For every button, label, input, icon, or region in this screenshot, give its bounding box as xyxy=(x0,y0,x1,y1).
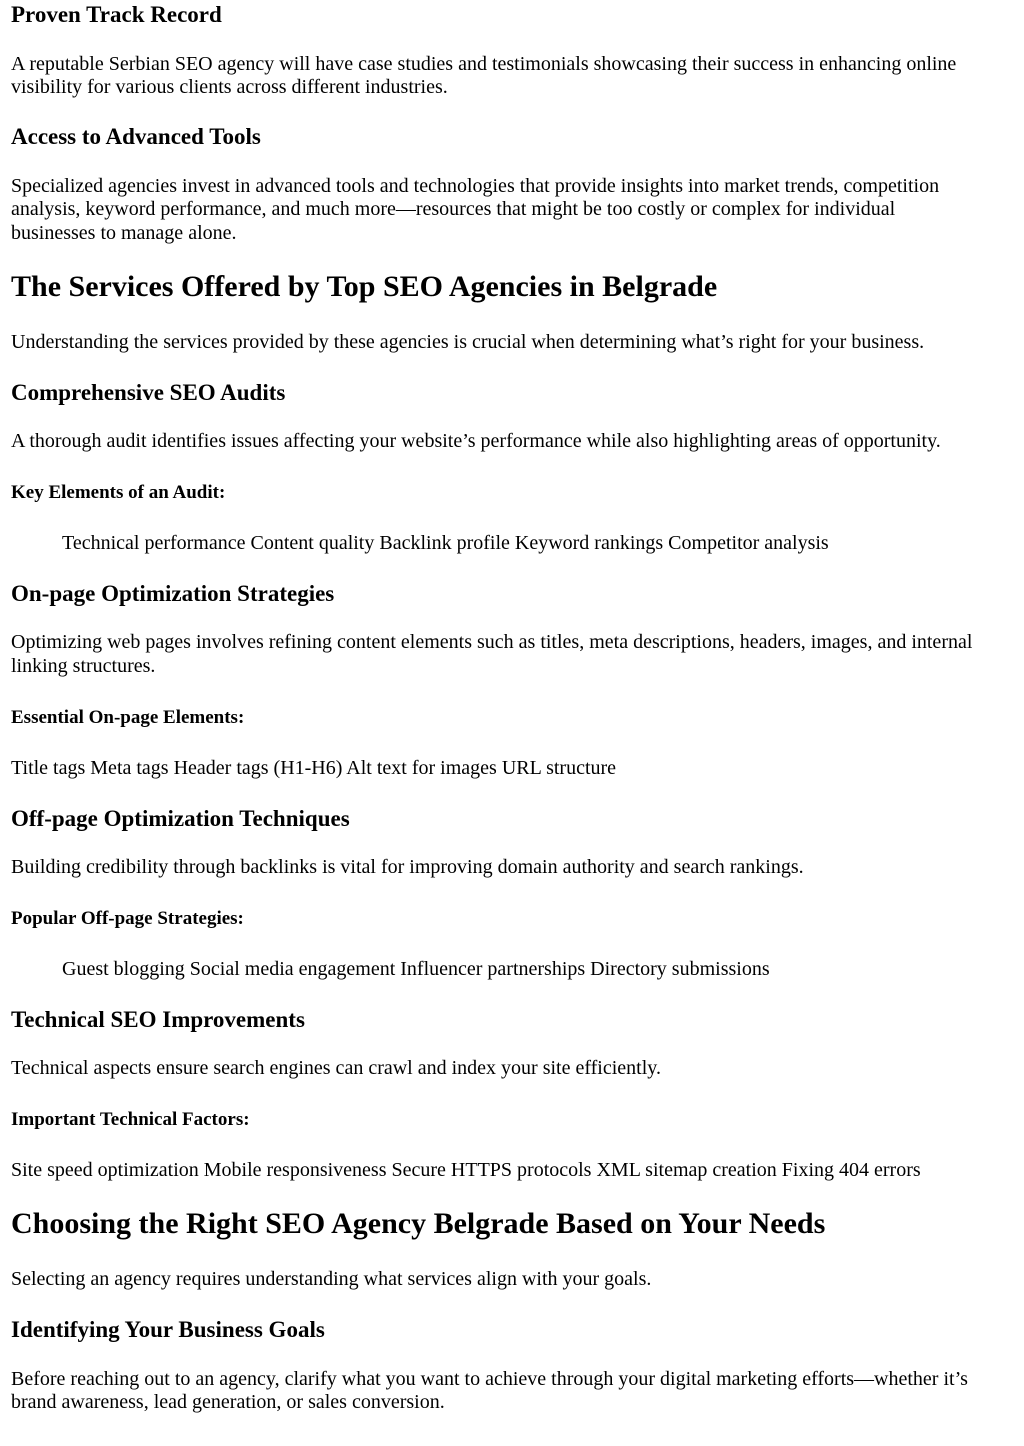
heading-advanced-tools: Access to Advanced Tools xyxy=(11,124,261,149)
subheading-technical-factors: Important Technical Factors: xyxy=(11,1109,250,1130)
paragraph-tools-line-3: businesses to manage alone. xyxy=(11,222,237,244)
paragraph-choosing-intro: Selecting an agency requires understanding what services align with your goals. xyxy=(11,1268,652,1290)
heading-choosing-agency: Choosing the Right SEO Agency Belgrade Based on Your Needs xyxy=(11,1207,826,1240)
paragraph-tools-line-1: Specialized agencies invest in advanced tools and technologies that provide insights into market trends, competition xyxy=(11,175,940,197)
paragraph-technical: Technical aspects ensure search engines can crawl and index your site efficiently. xyxy=(11,1057,661,1079)
list-onpage-elements: Title tags Meta tags Header tags (H1-H6) Alt text for images URL structure xyxy=(11,757,617,779)
paragraph-services-intro: Understanding the services provided by these agencies is crucial when determining what’s right for your business. xyxy=(11,331,925,353)
heading-services-offered: The Services Offered by Top SEO Agencies in Belgrade xyxy=(11,270,718,303)
paragraph-proven-line-1: A reputable Serbian SEO agency will have case studies and testimonials showcasing their success in enhancing online xyxy=(11,53,957,75)
paragraph-onpage-line-1: Optimizing web pages involves refining content elements such as titles, meta descriptions, headers, images, and internal xyxy=(11,631,973,653)
subheading-onpage-elements: Essential On-page Elements: xyxy=(11,707,245,728)
paragraph-onpage-line-2: linking structures. xyxy=(11,655,156,677)
paragraph-proven-line-2: visibility for various clients across different industries. xyxy=(11,76,448,98)
subheading-audit-elements: Key Elements of an Audit: xyxy=(11,482,226,503)
heading-business-goals: Identifying Your Business Goals xyxy=(11,1317,325,1342)
list-audit-elements: Technical performance Content quality Backlink profile Keyword rankings Competitor analysis xyxy=(62,532,829,554)
heading-onpage-optimization: On-page Optimization Strategies xyxy=(11,581,335,606)
paragraph-tools-line-2: analysis, keyword performance, and much more—resources that might be too costly or complex for individual xyxy=(11,198,896,220)
subheading-offpage-strategies: Popular Off-page Strategies: xyxy=(11,908,244,929)
paragraph-offpage: Building credibility through backlinks is vital for improving domain authority and search rankings. xyxy=(11,856,804,878)
paragraph-audits: A thorough audit identifies issues affecting your website’s performance while also highlighting areas of opportunity. xyxy=(11,430,941,452)
list-technical-factors: Site speed optimization Mobile responsiveness Secure HTTPS protocols XML sitemap creation Fixing 404 errors xyxy=(11,1159,921,1181)
heading-technical-seo: Technical SEO Improvements xyxy=(11,1007,305,1032)
list-offpage-strategies: Guest blogging Social media engagement Influencer partnerships Directory submissions xyxy=(62,958,770,980)
paragraph-goals-line-2: brand awareness, lead generation, or sales conversion. xyxy=(11,1391,445,1413)
paragraph-goals-line-1: Before reaching out to an agency, clarify what you want to achieve through your digital marketing efforts—whether it’s xyxy=(11,1368,968,1390)
heading-seo-audits: Comprehensive SEO Audits xyxy=(11,380,286,405)
heading-offpage-optimization: Off-page Optimization Techniques xyxy=(11,806,350,831)
heading-proven-track-record: Proven Track Record xyxy=(11,2,222,27)
